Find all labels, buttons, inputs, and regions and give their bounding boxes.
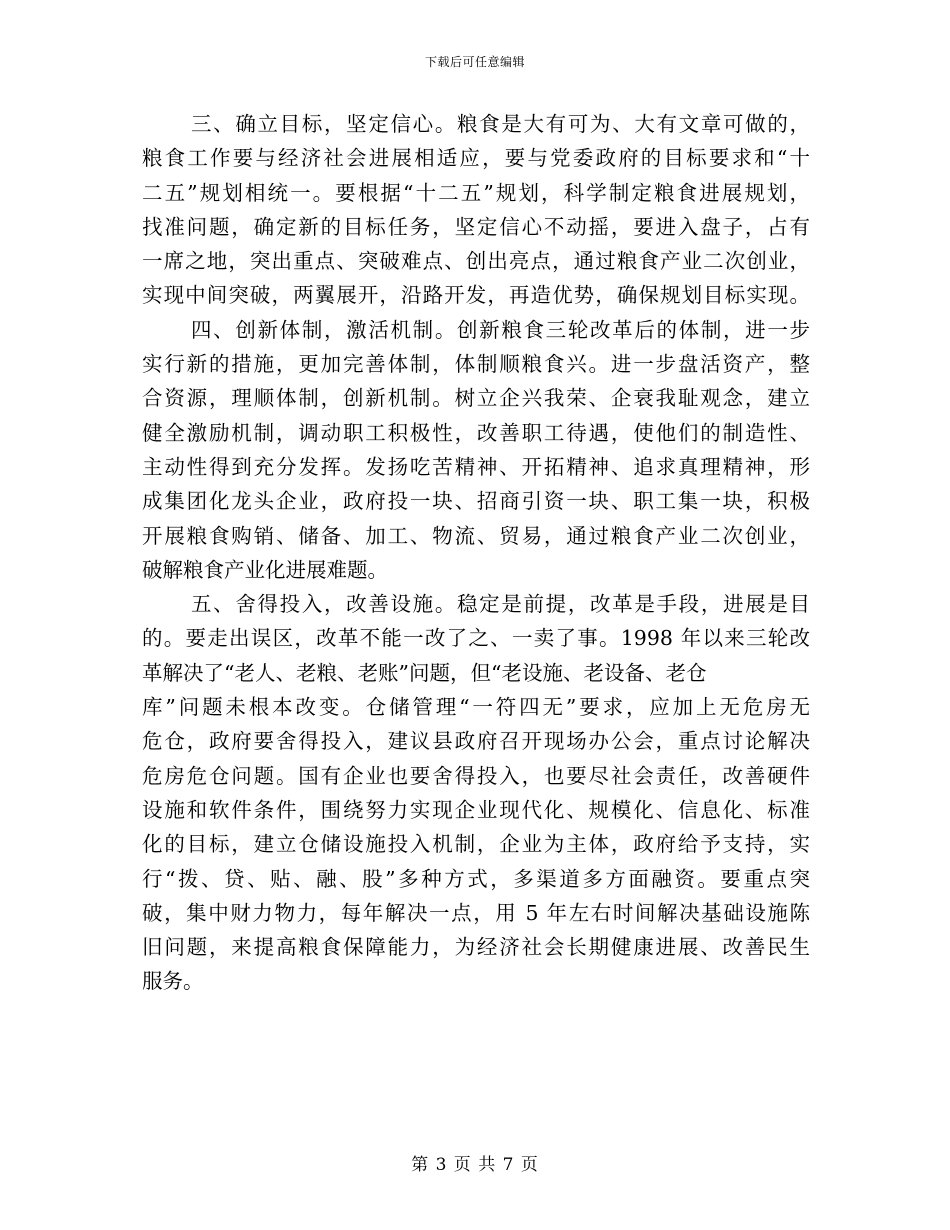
paragraph-2-line-1: 四、创新体制，激活机制。创新粮食三轮改革后的体制，进一步 (191, 317, 810, 342)
paragraph-3-line-1: 五、舍得投入，改善设施。稳定是前提，改革是手段，进展是目 (191, 592, 810, 617)
paragraph-3-line-10: 破，集中财力物力，每年解决一点，用 5 年左右时间解决基础设施陈 (142, 900, 810, 925)
page-footer: 第 3 页 共 7 页 (411, 1155, 539, 1175)
paragraph-3-line-3: 革解决了“老人、老粮、老账”问题，但“老设施、老设备、老仓 (142, 660, 707, 685)
paragraph-2-line-5: 主动性得到充分发挥。发扬吃苦精神、开拓精神、追求真理精神，形 (142, 454, 810, 479)
paragraph-3-line-11: 旧问题，来提高粮食保障能力，为经济社会长期健康进展、改善民生 (142, 935, 810, 960)
paragraph-1-line-3: 二五”规划相统一。要根据“十二五”规划，科学制定粮食进展规划， (142, 180, 810, 205)
page-header: 下载后可任意编辑 (424, 55, 525, 69)
paragraph-3-line-2: 的。要走出误区，改革不能一改了之、一卖了事。1998 年以来三轮改 (142, 626, 810, 651)
paragraph-1-line-6: 实现中间突破，两翼展开，沿路开发，再造优势，确保规划目标实现。 (142, 283, 810, 308)
paragraph-3-line-4: 库”问题未根本改变。仓储管理“一符四无”要求，应加上无危房无 (142, 695, 810, 720)
paragraph-3-line-5: 危仓，政府要舍得投入，建议县政府召开现场办公会，重点讨论解决 (142, 729, 810, 754)
paragraph-1-line-2: 粮食工作要与经济社会进展相适应，要与党委政府的目标要求和“十 (142, 146, 810, 171)
paragraph-2-line-6: 成集团化龙头企业，政府投一块、招商引资一块、职工集一块，积极 (142, 489, 810, 514)
paragraph-1-line-4: 找准问题，确定新的目标任务，坚定信心不动摇，要进入盘子，占有 (142, 214, 810, 239)
paragraph-2-line-3: 合资源，理顺体制，创新机制。树立企兴我荣、企衰我耻观念，建立 (142, 386, 810, 411)
paragraph-2-line-8: 破解粮食产业化进展难题。 (142, 557, 388, 582)
paragraph-3-line-6: 危房危仓问题。国有企业也要舍得投入，也要尽社会责任，改善硬件 (142, 763, 810, 788)
paragraph-3-line-12: 服务。 (142, 969, 204, 994)
paragraph-1-line-1: 三、确立目标，坚定信心。粮食是大有可为、大有文章可做的， (191, 112, 810, 136)
paragraph-3-line-7: 设施和软件条件，围绕努力实现企业现代化、规模化、信息化、标准 (142, 797, 810, 822)
paragraph-2-line-7: 开展粮食购销、储备、加工、物流、贸易，通过粮食产业二次创业， (142, 523, 810, 548)
paragraph-2-line-4: 健全激励机制，调动职工积极性，改善职工待遇，使他们的制造性、 (142, 420, 810, 445)
paragraph-3-line-8: 化的目标，建立仓储设施投入机制，企业为主体，政府给予支持，实 (142, 832, 810, 857)
paragraph-3-line-9: 行“拨、贷、贴、融、股”多种方式，多渠道多方面融资。要重点突 (142, 866, 810, 891)
paragraph-2-line-2: 实行新的措施，更加完善体制，体制顺粮食兴。进一步盘活资产，整 (142, 352, 810, 377)
document-body (142, 107, 810, 999)
paragraph-1-line-5: 一席之地，突出重点、突破难点、创出亮点，通过粮食产业二次创业， (142, 249, 810, 274)
